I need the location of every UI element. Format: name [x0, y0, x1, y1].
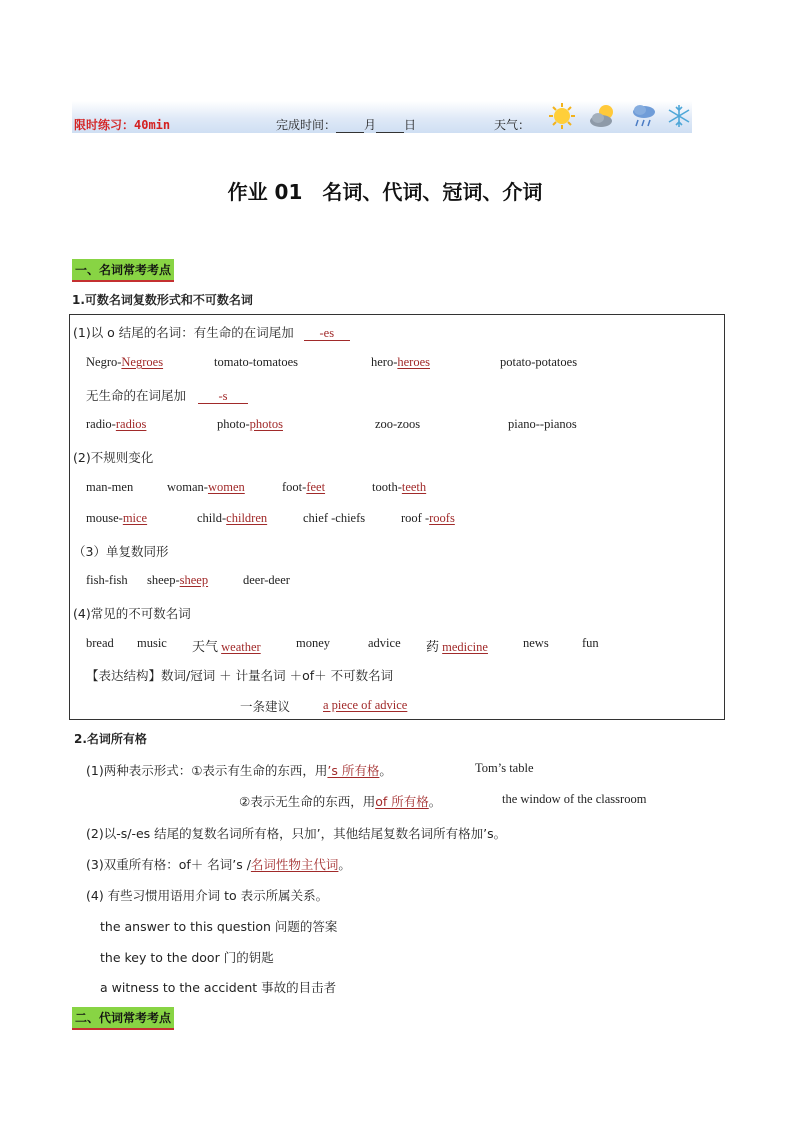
example-word	[500, 355, 577, 370]
word-answer: roofs	[429, 511, 455, 525]
example: the key to the door 门的钥匙	[100, 950, 274, 965]
punct: 。	[428, 794, 442, 809]
example-word	[197, 511, 267, 526]
word-base: tooth-	[372, 480, 402, 494]
month-blank	[336, 120, 364, 133]
word-answer: weather	[221, 640, 261, 654]
example-word	[167, 480, 245, 495]
example-word	[243, 573, 290, 588]
uncountable-word: fun	[582, 636, 599, 650]
example-word	[214, 355, 298, 370]
answer: 名词性物主代词	[250, 857, 339, 872]
rule-text: (3)双重所有格：of＋ 名词’s /	[86, 857, 251, 872]
word-base: mouse-	[86, 511, 123, 525]
word-base: foot-	[282, 480, 307, 494]
page-title: 作业 01 名词、代词、冠词、介词	[227, 180, 543, 204]
word-answer: feet	[306, 480, 326, 494]
answer-s: -s	[198, 389, 248, 404]
example-word	[86, 480, 133, 495]
example-word	[86, 573, 128, 588]
uncountable-word: money	[296, 636, 331, 650]
word-base: Negro-	[86, 355, 122, 369]
section-heading-pronouns: 二、代词常考考点	[72, 1007, 174, 1030]
example-word	[371, 355, 430, 370]
word-answer: teeth	[401, 480, 427, 494]
example: a witness to the accident 事故的目击者	[100, 980, 337, 995]
rule-text: (1)两种表示形式：①表示有生命的东西，用	[86, 763, 328, 778]
word-answer: photos	[249, 417, 283, 431]
answer-es: -es	[304, 326, 350, 341]
word-answer: mice	[122, 511, 148, 525]
example-word	[147, 573, 208, 588]
word-base: potato-potatoes	[500, 355, 578, 369]
uncountable-word: news	[523, 636, 549, 650]
subheading-plural-forms: 1.可数名词复数形式和不可数名词	[72, 293, 253, 307]
word-answer: a piece of advice	[323, 698, 408, 712]
example-word	[217, 417, 283, 432]
example-word	[401, 511, 455, 526]
completion-time-label: 完成时间：	[276, 118, 337, 132]
word-base: child-	[197, 511, 227, 525]
word-base: photo-	[217, 417, 250, 431]
word-answer: radios	[115, 417, 147, 431]
rule-o-ending-animate	[73, 323, 350, 341]
uncountable-word: bread	[86, 636, 114, 650]
uncountable-word: music	[137, 636, 167, 650]
punct: 。	[338, 857, 351, 872]
example-word	[508, 417, 577, 432]
example-word	[375, 417, 420, 432]
sunny-icon	[548, 102, 576, 130]
word-base: sheep-	[147, 573, 180, 587]
snowflake-icon	[666, 102, 692, 130]
double-possessive-rule	[86, 855, 351, 873]
word-answer: sheep	[179, 573, 209, 587]
example-word	[86, 511, 147, 526]
example: Tom’s table	[475, 761, 534, 775]
uncountable-word-medicine	[426, 636, 488, 655]
word-base: man-men	[86, 480, 134, 494]
word-answer: Negroes	[121, 355, 164, 369]
example-word	[303, 511, 365, 526]
completion-time	[276, 116, 416, 133]
plural-rules-box	[69, 314, 725, 720]
rain-icon	[630, 102, 658, 130]
word-base: radio-	[86, 417, 116, 431]
word-cn: 天气	[192, 640, 219, 655]
word-base: piano--pianos	[508, 417, 577, 431]
word-base: fish-fish	[86, 573, 128, 587]
uncountable-word-weather	[192, 636, 261, 655]
example-word	[372, 480, 426, 495]
word-base: hero-	[371, 355, 398, 369]
section-heading-nouns: 一、名词常考考点	[72, 259, 174, 282]
rule-irregular: (2)不规则变化	[73, 450, 154, 465]
word-cn: 药	[426, 640, 440, 655]
example-answer	[323, 698, 407, 713]
example-word	[86, 355, 163, 370]
possessive-form-animate	[86, 761, 392, 779]
answer: of 所有格	[375, 794, 429, 809]
word-answer: heroes	[397, 355, 430, 369]
rule-text: 无生命的在词尾加	[86, 388, 187, 403]
word-base: deer-deer	[243, 573, 290, 587]
uncountable-word: advice	[368, 636, 401, 650]
rule-same-form: （3）单复数同形	[73, 544, 169, 559]
day-blank	[376, 120, 404, 133]
rule-uncountable: (4)常见的不可数名词	[73, 606, 191, 621]
word-base: tomato-tomatoes	[214, 355, 299, 369]
example: the answer to this question 问题的答案	[100, 919, 338, 934]
example-word	[282, 480, 325, 495]
example: the window of the classroom	[502, 792, 647, 806]
word-base: zoo-zoos	[375, 417, 421, 431]
punct: 。	[379, 763, 392, 778]
example-cn: 一条建议	[240, 699, 291, 714]
word-base: woman-	[167, 480, 208, 494]
example-word	[86, 417, 146, 432]
rule-text: ②表示无生命的东西，用	[239, 794, 376, 809]
rule-o-ending-inanimate	[86, 386, 248, 404]
possessive-plural-rule: (2)以-s/-es 结尾的复数名词所有格，只加’，其他结尾复数名词所有格加’s。	[86, 826, 507, 841]
possessive-form-inanimate	[239, 792, 441, 810]
weather-label: 天气：	[494, 118, 531, 132]
word-answer: medicine	[442, 640, 488, 654]
word-answer: women	[207, 480, 245, 494]
word-base: chief -chiefs	[303, 511, 366, 525]
answer: ’s 所有格	[327, 763, 380, 778]
word-base: roof -	[401, 511, 430, 525]
to-preposition-rule: (4) 有些习惯用语用介词 to 表示所属关系。	[86, 888, 329, 903]
rule-text: (1)以 o 结尾的名词：有生命的在词尾加	[73, 325, 294, 340]
day-label: 日	[404, 118, 417, 132]
word-answer: children	[226, 511, 268, 525]
month-label: 月	[364, 118, 377, 132]
subheading-possessive: 2.名词所有格	[74, 732, 147, 746]
partly-cloudy-icon	[588, 102, 618, 130]
time-limit-label: 限时练习：40min	[74, 118, 171, 132]
expression-structure: 【表达结构】数词/冠词 ＋ 计量名词 ＋of＋ 不可数名词	[86, 668, 394, 683]
